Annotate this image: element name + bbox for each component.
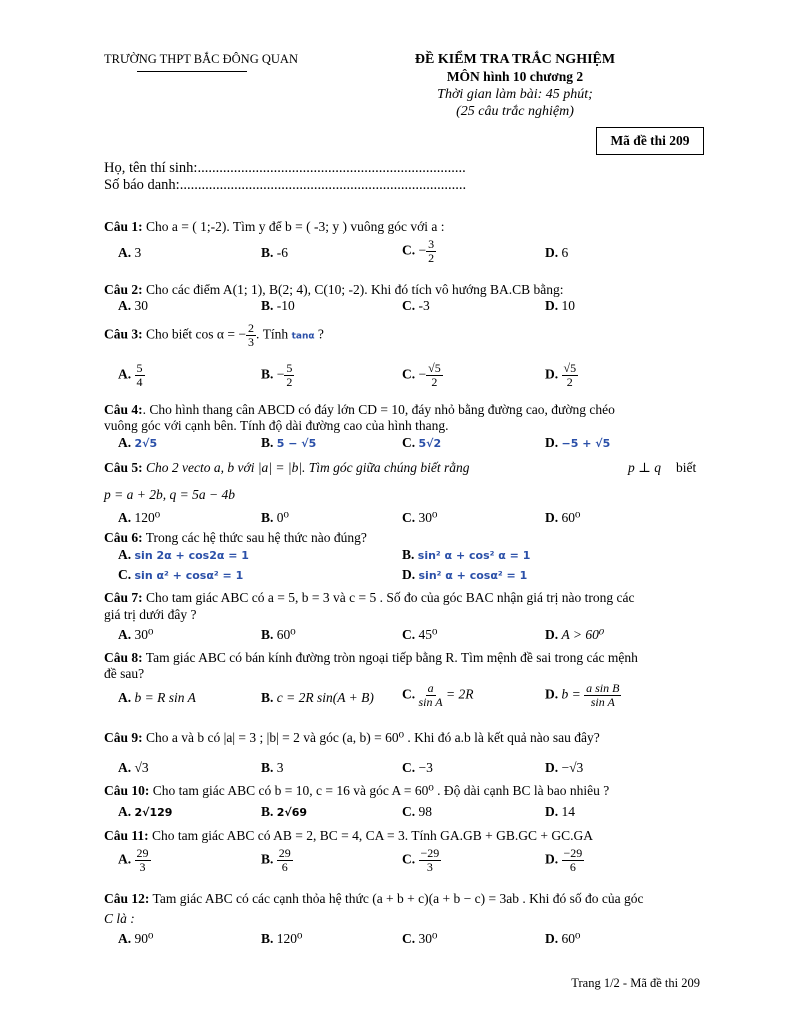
option-8a[interactable]: A. b = R sin A [118,690,196,705]
question-6: Câu 6: Trong các hệ thức sau hệ thức nào đúng? [104,530,367,545]
option-11b[interactable]: B. $\frac{29}{6}$ [261,846,291,874]
option-6b[interactable]: B. sin² α + cos² α = 1 [402,547,531,562]
question-7: Câu 7: Cho tam giác ABC có a = 5, b = 3 và c = 5 . Số đo của góc BAC nhận giá trị nào trong các [104,590,635,605]
question-12: Câu 12: Tam giác ABC có các cạnh thỏa hệ thức (a + b + c)(a + b − c) = 3ab . Khi đó số đo của góc [104,891,644,906]
option-5c[interactable]: C. 30⁰ [402,510,438,525]
option-9d[interactable]: D. −√3 [545,760,584,775]
option-6c[interactable]: C. sin α² + cosα² = 1 [118,567,244,582]
option-4b[interactable]: B. 5 − √5 [261,435,317,450]
option-6d[interactable]: D. sin² α + cosα² = 1 [402,567,528,582]
question-text: Cho a = ( 1;-2). Tìm y để b = ( -3; y ) vuông góc với a : [146,219,445,234]
option-8d[interactable]: D. b = $\frac{\text{a sin B}}{\text{sin A}}$ [545,681,620,709]
exam-code-box: Mã đề thi 209 [596,127,704,155]
option-8b[interactable]: B. c = 2R sin(A + B) [261,690,374,705]
option-1c[interactable]: C. − $\frac{3}{2}$ [402,237,435,265]
question-label: Câu 1: [104,219,143,234]
option-1a[interactable]: A. 3 [118,245,142,260]
question-11: Câu 11: Cho tam giác ABC có AB = 2, BC = 4, CA = 3. Tính GA.GB + GB.GC + GC.GA [104,828,593,843]
option-12d[interactable]: D. 60⁰ [545,931,581,946]
page-footer: Trang 1/2 - Mã đề thi 209 [571,976,700,990]
option-4c[interactable]: C. 5√2 [402,435,442,450]
question-3: Câu 3: Cho biết cos α = − $\frac{2}{3}$ . Tính tanα ? [104,321,324,349]
question-8-cont: đề sau? [104,666,145,681]
option-5b[interactable]: B. 0⁰ [261,510,289,525]
option-2b[interactable]: B. -10 [261,298,295,313]
student-id-field: Số báo danh:............................................................................... [104,177,467,193]
option-7c[interactable]: C. 45⁰ [402,627,438,642]
option-2c[interactable]: C. -3 [402,298,430,313]
option-2a[interactable]: A. 30 [118,298,148,313]
student-name-field: Họ, tên thí sinh:.......................................................................... [104,160,466,176]
question-5-cont: p = a + 2b, q = 5a − 4b [104,487,235,502]
option-3d[interactable]: D. $\frac{√5}{2}$ [545,361,577,389]
option-4a[interactable]: A. 2√5 [118,435,158,450]
option-6a[interactable]: A. sin 2α + cos2α = 1 [118,547,249,562]
tan-alpha-image: tanα [291,331,315,342]
option-12b[interactable]: B. 120⁰ [261,931,303,946]
option-3a[interactable]: A. $\frac{5}{4}$ [118,361,143,389]
q5-perp: p ⊥ q [628,460,661,475]
option-10d[interactable]: D. 14 [545,804,575,819]
option-3b[interactable]: B. − $\frac{5}{2}$ [261,361,293,389]
question-1 [104,219,702,235]
option-8c[interactable]: C. $\frac{a}{\text{sin A}}$ = 2R [402,681,474,709]
option-4d[interactable]: D. −5 + √5 [545,435,611,450]
question-8: Câu 8: Tam giác ABC có bán kính đường tròn ngoại tiếp bằng R. Tìm mệnh đề sai trong các mệnh [104,650,638,665]
option-7b[interactable]: B. 60⁰ [261,627,296,642]
question-2: Câu 2: Cho các điểm A(1; 1), B(2; 4), C(10; -2). Khi đó tích vô hướng BA.CB bằng: [104,282,564,297]
option-9b[interactable]: B. 3 [261,760,284,775]
exam-time: Thời gian làm bài: 45 phút; [437,87,593,102]
question-9: Câu 9: Cho a và b có |a| = 3 ; |b| = 2 và góc (a, b) = 60⁰ . Khi đó a.b là kết quả nào sau đây? [104,730,600,745]
exam-subject: MÔN hình 10 chương 2 [446,69,584,84]
option-10b[interactable]: B. 2√69 [261,804,308,819]
option-9c[interactable]: C. −3 [402,760,433,775]
option-7a[interactable]: A. 30⁰ [118,627,154,642]
option-5a[interactable]: A. 120⁰ [118,510,161,525]
question-12-cont: C là : [104,911,135,926]
option-1d[interactable]: D. 6 [545,245,569,260]
option-11c[interactable]: C. $\frac{-29}{3}$ [402,846,440,874]
exam-title: ĐỀ KIỂM TRA TRẮC NGHIỆM [414,52,616,67]
q5-biet: biết [676,460,697,475]
option-9a[interactable]: A. √3 [118,760,149,775]
option-7d[interactable]: D. A > 60⁰ [545,627,605,642]
question-4-cont: vuông góc với cạnh bên. Tính độ dài đường cao của hình thang. [104,418,449,433]
question-10: Câu 10: Cho tam giác ABC có b = 10, c = 16 và góc A = 60⁰ . Độ dài cạnh BC là bao nhiêu ? [104,783,610,798]
option-10a[interactable]: A. 2√129 [118,804,173,819]
option-12a[interactable]: A. 90⁰ [118,931,154,946]
school-name: TRƯỜNG THPT BẮC ĐÔNG QUAN [104,52,298,66]
option-12c[interactable]: C. 30⁰ [402,931,438,946]
option-11d[interactable]: D. $\frac{-29}{6}$ [545,846,583,874]
exam-count: (25 câu trắc nghiệm) [456,104,574,119]
question-5: Câu 5: Cho 2 vecto a, b với |a| = |b|. Tìm góc giữa chúng biết rằng [104,460,470,475]
option-5d[interactable]: D. 60⁰ [545,510,581,525]
option-11a[interactable]: A. $\frac{29}{3}$ [118,846,149,874]
option-2d[interactable]: D. 10 [545,298,575,313]
question-7-cont: giá trị dưới đây ? [104,607,197,622]
school-underline [137,71,247,72]
option-1b[interactable]: B. -6 [261,245,289,260]
option-10c[interactable]: C. 98 [402,804,432,819]
question-4: Câu 4:. Cho hình thang cân ABCD có đáy lớn CD = 10, đáy nhỏ bằng đường cao, đường chéo [104,402,615,417]
option-3c[interactable]: C. − $\frac{√5}{2}$ [402,361,441,389]
